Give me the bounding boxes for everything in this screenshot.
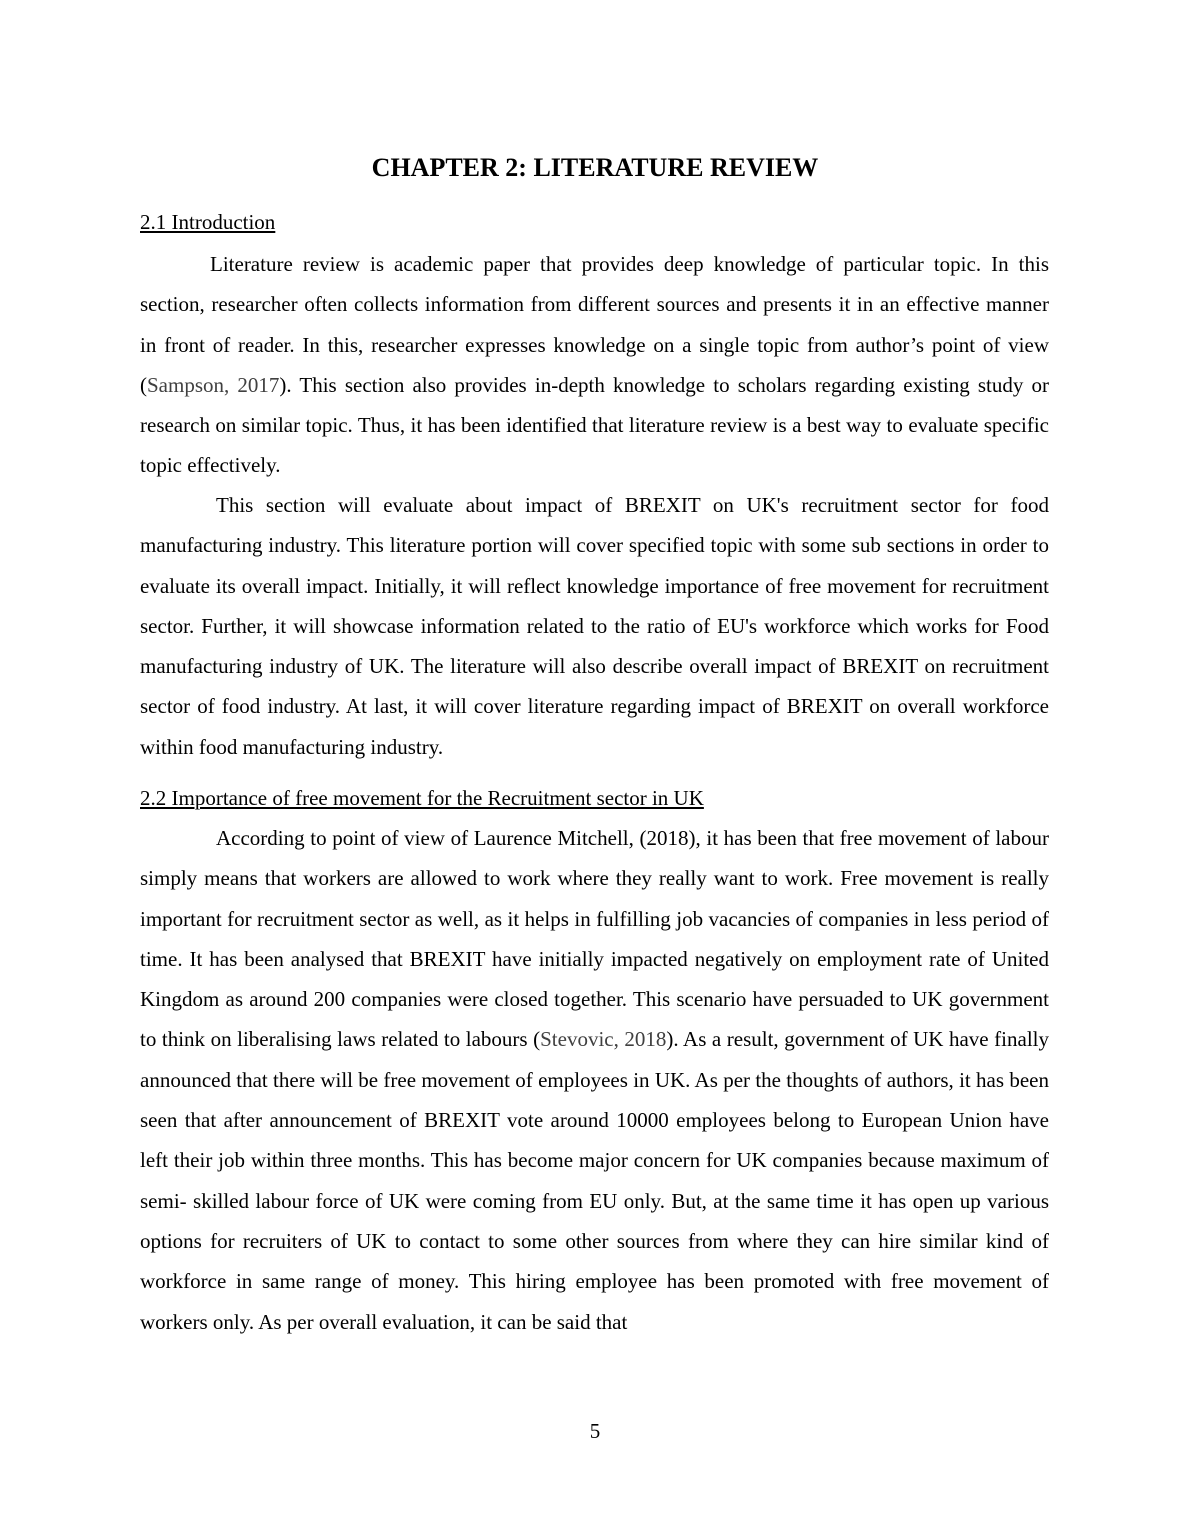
text-run: According to point of view of Laurence Mitchell, (2018), it has been that free movement of labour simply means that workers are allowed to work where they really want to work. Free movement is really important for recruitment sector as well, as it helps in fulfilling job vacancies of companies in less period of time. It has been analysed that BREXIT have initially impacted negatively on employment rate of United Kingdom as around 200 companies were closed together. This scenario have persuaded to UK government to think on liberalising laws related to labours ( xyxy=(140,826,1049,1052)
intro-paragraph-1 xyxy=(140,244,1049,486)
chapter-title: CHAPTER 2: LITERATURE REVIEW xyxy=(371,153,819,182)
section-heading-free-movement: 2.2 Importance of free movement for the Recruitment sector in UK xyxy=(140,786,704,810)
section-heading-introduction: 2.1 Introduction xyxy=(140,210,276,234)
text-run: ). This section also provides in-depth knowledge to scholars regarding existing study or research on similar topic. Thus, it has been identified that literature review is a best way to evaluate specific topic effectively. xyxy=(140,372,1049,478)
citation-stevovic: Stevovic, 2018 xyxy=(540,1027,667,1052)
intro-paragraph-2: This section will evaluate about impact of BREXIT on UK's recruitment sector for food manufacturing industry. This literature portion will cover specified topic with some sub sections in order to evaluate its overall impact. Initially, it will reflect knowledge importance of free movement for recruitment sector. Further, it will showcase information related to the ratio of EU's workforce which works for Food manufacturing industry of UK. The literature will also describe overall impact of BREXIT on recruitment sector of food industry. At last, it will cover literature regarding impact of BREXIT on overall workforce within food manufacturing industry. xyxy=(140,493,1049,759)
free-movement-paragraph xyxy=(140,818,1049,1342)
page-number: 5 xyxy=(589,1419,601,1443)
text-run: ). As a result, government of UK have finally announced that there will be free movement of employees in UK. As per the thoughts of authors, it has been seen that after announcement of BREXIT vote around 10000 employees belong to European Union have left their job within three months. This has become major concern for UK companies because maximum of semi- skilled labour force of UK were coming from EU only. But, at the same time it has open up various options for recruiters of UK to contact to some other sources from where they can hire similar kind of workforce in same range of money. This hiring employee has been promoted with free movement of workers only. As per overall evaluation, it can be said that xyxy=(140,1027,1049,1334)
citation-sampson: Sampson, 2017 xyxy=(147,372,280,397)
text-run: Literature review is academic paper that provides deep knowledge of particular topic. In this section, researcher often collects information from different sources and presents it in an effective manner in front of reader. In this, researcher expresses knowledge on a single topic from author’s point of view ( xyxy=(140,252,1049,397)
